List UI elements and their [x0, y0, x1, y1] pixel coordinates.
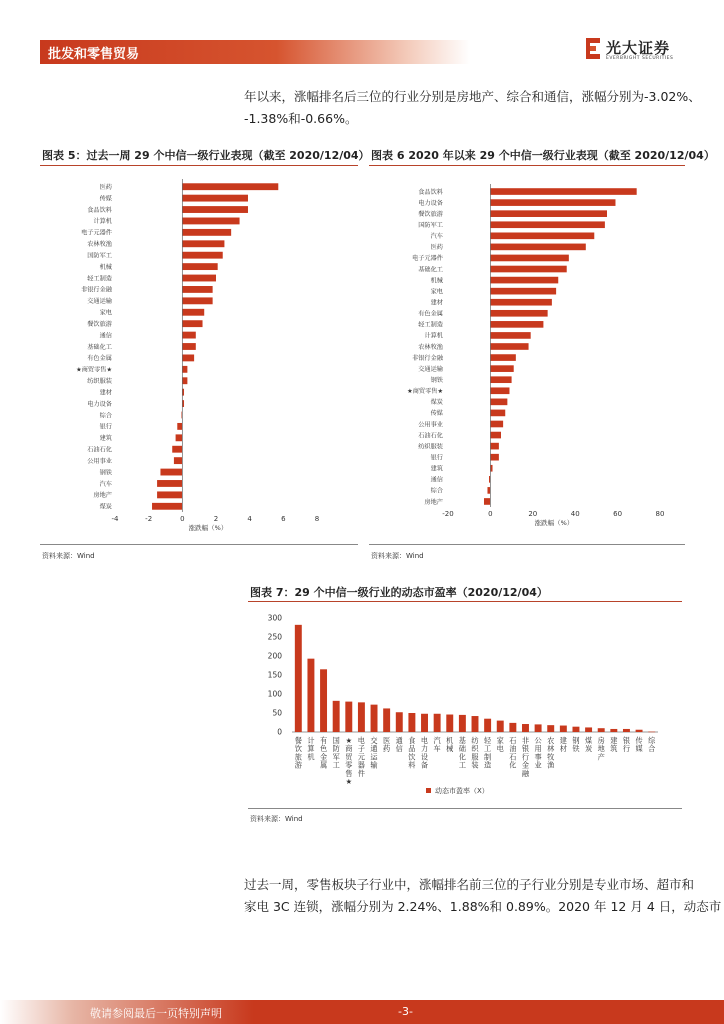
x-tick-label: 4 — [247, 515, 252, 523]
intro-line-2: -1.38%和-0.66%。 — [244, 111, 358, 126]
category-label: 餐饮旅游 — [87, 320, 112, 328]
category-label: 综合 — [99, 412, 112, 420]
category-label: 建筑 — [99, 435, 112, 443]
logo-mark-icon — [586, 38, 600, 60]
category-label: 纺织服装 — [471, 736, 479, 770]
bar — [371, 705, 378, 732]
bar — [490, 332, 530, 339]
bar — [157, 491, 182, 498]
category-label: 国防军工 — [87, 252, 112, 260]
bar — [490, 221, 604, 228]
bar — [182, 366, 187, 373]
category-label: 钢铁 — [430, 377, 443, 385]
category-label: 钢铁 — [99, 469, 112, 477]
bar — [160, 469, 182, 476]
bar — [383, 708, 390, 732]
category-label: 计算机 — [424, 332, 443, 340]
bar — [522, 724, 529, 732]
bar — [490, 255, 568, 262]
category-label: 有色金属 — [319, 736, 328, 770]
bar — [560, 726, 567, 732]
logo-text: 光大证券 — [606, 39, 671, 57]
category-label: 非银行金融 — [81, 286, 112, 294]
category-label: 综合 — [430, 487, 443, 495]
category-label: 汽车 — [99, 480, 112, 488]
bar — [182, 309, 204, 316]
intro-line-1: 年以来，涨幅排名后三位的行业分别是房地产、综合和通信，涨幅分别为-3.02%、 — [244, 89, 701, 104]
category-label: 医药 — [430, 244, 443, 252]
bar — [182, 240, 224, 247]
bar — [572, 727, 579, 732]
category-label: ★商贸零售★ — [407, 388, 443, 396]
bar — [396, 712, 403, 732]
x-tick-label: -4 — [111, 515, 119, 523]
company-logo — [586, 36, 696, 66]
bar — [459, 715, 466, 732]
bar — [490, 454, 498, 461]
figure7-top-rule — [248, 601, 682, 602]
category-label: 电力设备 — [418, 199, 443, 207]
y-tick-label: 150 — [267, 670, 282, 680]
bar — [490, 421, 503, 428]
outro-line-2: 家电 3C 连锁，涨幅分别为 2.24%、1.88%和 0.89%。2020 年 12 月 4 日，动态市 — [244, 899, 722, 914]
bar — [182, 218, 239, 225]
category-label: 计算机 — [93, 218, 112, 226]
x-tick-label: 2 — [213, 515, 219, 523]
figure7-source: 资料来源：Wind — [250, 815, 303, 823]
intro-paragraph — [244, 86, 701, 130]
bar — [636, 730, 643, 732]
figure6-bottom-rule — [369, 544, 685, 545]
category-label: 医药 — [383, 736, 391, 754]
y-tick-label: 250 — [267, 632, 282, 642]
bar — [446, 715, 453, 732]
category-label: 公用事业 — [87, 457, 112, 465]
category-label: 食品饮料 — [408, 736, 416, 770]
category-label: 通信 — [99, 332, 112, 340]
bar — [547, 725, 554, 732]
bar — [490, 288, 556, 295]
bar — [484, 719, 491, 732]
bar — [177, 423, 182, 430]
category-label: 机械 — [446, 736, 454, 754]
category-label: 公用事业 — [534, 736, 542, 770]
bar — [182, 286, 212, 293]
bar — [490, 210, 607, 217]
bar — [307, 659, 314, 732]
category-label: 建筑 — [610, 736, 618, 754]
category-label: 餐饮旅游 — [294, 736, 302, 770]
bar — [598, 728, 605, 732]
category-label: 农林牧渔 — [87, 241, 112, 249]
category-label: 轻工制造 — [87, 275, 112, 283]
category-label: 农林牧渔 — [547, 736, 555, 770]
bar — [182, 275, 216, 282]
bar — [182, 354, 194, 361]
bar — [509, 723, 516, 732]
bar — [490, 376, 511, 383]
bar — [182, 332, 195, 339]
category-label: ★商贸零售★ — [76, 366, 112, 374]
bar — [490, 299, 551, 306]
bar — [176, 434, 183, 441]
category-label: 建材 — [559, 736, 567, 754]
category-label: 国防军工 — [418, 222, 443, 230]
category-label: 建筑 — [430, 465, 443, 473]
outro-paragraph — [244, 874, 721, 918]
bar — [152, 503, 182, 510]
page-number: -3- — [398, 1005, 413, 1018]
bar — [174, 457, 182, 464]
x-axis-title: 涨跌幅（%） — [534, 519, 574, 527]
bar — [585, 727, 592, 732]
figure5-chart — [40, 168, 360, 536]
bar — [295, 625, 302, 732]
figure7-title: 图表 7：29 个中信一级行业的动态市盈率（2020/12/04） — [250, 586, 548, 599]
category-label: 基础化工 — [87, 343, 112, 351]
category-label: 交通运输 — [418, 365, 443, 373]
category-label: 国防军工 — [332, 736, 340, 770]
x-tick-label: 20 — [528, 510, 538, 518]
category-label: 传媒 — [635, 736, 643, 754]
category-label: 纺织服装 — [87, 378, 112, 386]
category-label: 餐饮旅游 — [418, 210, 443, 218]
category-label: 石油石化 — [87, 446, 112, 454]
category-label: ★商贸零售★ — [345, 736, 353, 786]
figure6-top-rule — [369, 165, 685, 166]
bar — [408, 713, 415, 732]
category-label: 银行 — [99, 423, 112, 431]
category-label: 房地产 — [424, 498, 443, 506]
bar — [320, 669, 327, 732]
figure5-bottom-rule — [40, 544, 358, 545]
bar — [182, 252, 222, 259]
category-label: 煤炭 — [430, 399, 443, 407]
category-label: 电子元器件 — [357, 736, 366, 778]
y-tick-label: 200 — [267, 651, 282, 661]
x-tick-label: 40 — [570, 510, 580, 518]
category-label: 家电 — [496, 736, 504, 754]
x-axis-title: 涨跌幅（%） — [188, 524, 228, 532]
category-label: 家电 — [430, 288, 443, 296]
category-label: 传媒 — [99, 195, 112, 203]
y-tick-label: 100 — [267, 689, 282, 699]
category-label: 石油石化 — [509, 736, 517, 770]
category-label: 交通运输 — [87, 298, 112, 306]
x-tick-label: -20 — [442, 510, 454, 518]
category-label: 交通运输 — [370, 736, 378, 770]
bar — [182, 183, 278, 190]
category-label: 综合 — [648, 736, 656, 754]
bar — [648, 732, 655, 733]
bar — [182, 377, 187, 384]
category-label: 传媒 — [430, 410, 443, 418]
x-tick-label: 60 — [613, 510, 623, 518]
category-label: 煤炭 — [99, 503, 112, 511]
bar — [434, 714, 441, 732]
bar — [358, 702, 365, 732]
category-label: 非银行金融 — [521, 736, 530, 778]
bar — [182, 297, 212, 304]
category-label: 汽车 — [430, 233, 443, 241]
bar — [490, 244, 585, 251]
category-label: 通信 — [395, 736, 403, 754]
bar — [490, 232, 594, 239]
category-label: 机械 — [99, 263, 112, 271]
bar — [157, 480, 182, 487]
category-label: 建材 — [99, 389, 112, 397]
category-label: 石油石化 — [418, 432, 443, 440]
figure5-title: 图表 5：过去一周 29 个中信一级行业表现（截至 2020/12/04） — [42, 149, 370, 162]
category-label: 食品饮料 — [418, 188, 443, 196]
bar — [182, 229, 231, 236]
bar — [497, 721, 504, 732]
category-label: 有色金属 — [87, 355, 112, 363]
bar — [182, 263, 217, 270]
category-label: 建材 — [430, 299, 443, 307]
category-label: 有色金属 — [418, 310, 443, 318]
bar — [535, 724, 542, 732]
category-label: 机械 — [430, 277, 443, 285]
bar — [490, 399, 507, 406]
category-label: 基础化工 — [418, 266, 443, 274]
figure6-title: 图表 6 2020 年以来 29 个中信一级行业表现（截至 2020/12/04） — [371, 149, 715, 162]
category-label: 房地产 — [93, 492, 112, 500]
figure6-chart — [369, 168, 687, 536]
category-label: 轻工制造 — [484, 736, 492, 770]
bar — [182, 320, 202, 327]
outro-line-1: 过去一周，零售板块子行业中，涨幅排名前三位的子行业分别是专业市场、超市和 — [244, 877, 695, 892]
category-label: 纺织服装 — [418, 443, 443, 451]
x-tick-label: 8 — [314, 515, 320, 523]
category-label: 钢铁 — [572, 736, 580, 754]
bar — [610, 729, 617, 732]
category-label: 农林牧渔 — [418, 343, 443, 351]
bar — [487, 487, 490, 494]
bar — [472, 716, 479, 732]
figure6-source: 资料来源：Wind — [371, 552, 424, 560]
bar — [490, 310, 547, 317]
bar — [623, 729, 630, 732]
figure7-bottom-rule — [248, 808, 682, 809]
bar — [484, 498, 490, 505]
bar — [333, 701, 340, 732]
y-tick-label: 300 — [267, 613, 282, 623]
category-label: 家电 — [99, 309, 112, 317]
category-label: 基础化工 — [458, 736, 466, 770]
legend-label: 动态市盈率（X） — [435, 787, 489, 795]
bar — [490, 432, 501, 439]
bar — [490, 365, 513, 372]
header-bar — [40, 40, 470, 64]
bar — [345, 702, 352, 732]
category-label: 通信 — [430, 476, 443, 484]
bar — [490, 199, 615, 206]
category-label: 计算机 — [307, 736, 315, 762]
footer-disclaimer: 敬请参阅最后一页特别声明 — [90, 1007, 222, 1020]
category-label: 房地产 — [597, 736, 605, 762]
category-label: 轻工制造 — [418, 321, 443, 329]
bar — [490, 277, 558, 284]
bar — [182, 195, 248, 202]
bar — [490, 443, 498, 450]
y-tick-label: 50 — [272, 708, 282, 718]
y-tick-label: 0 — [277, 727, 282, 737]
bar — [490, 410, 505, 417]
category-label: 电子元器件 — [412, 255, 443, 263]
figure5-top-rule — [40, 165, 358, 166]
category-label: 公用事业 — [418, 421, 443, 429]
x-tick-label: 0 — [488, 510, 493, 518]
bar — [490, 266, 566, 273]
category-label: 电力设备 — [87, 400, 112, 408]
bar — [490, 387, 509, 394]
section-title: 批发和零售贸易 — [48, 47, 140, 62]
x-tick-label: 80 — [655, 510, 665, 518]
x-tick-label: 6 — [281, 515, 286, 523]
x-tick-label: 0 — [180, 515, 185, 523]
bar — [182, 206, 248, 213]
category-label: 汽车 — [433, 736, 441, 754]
logo-subtitle: EVERBRIGHT SECURITIES — [606, 56, 674, 61]
bar — [421, 714, 428, 732]
bar — [490, 321, 543, 328]
bar — [490, 354, 515, 361]
category-label: 煤炭 — [584, 736, 593, 754]
figure5-source: 资料来源：Wind — [42, 552, 95, 560]
category-label: 医药 — [99, 184, 112, 192]
x-tick-label: -2 — [145, 515, 153, 523]
category-label: 银行 — [622, 736, 631, 754]
category-label: 非银行金融 — [412, 354, 443, 362]
category-label: 电子元器件 — [81, 229, 112, 237]
bar — [490, 343, 528, 350]
figure7-chart — [248, 604, 684, 804]
bar — [172, 446, 182, 453]
category-label: 银行 — [430, 454, 443, 462]
category-label: 食品饮料 — [87, 206, 112, 214]
category-label: 电力设备 — [420, 736, 429, 770]
bar — [182, 343, 195, 350]
legend-swatch — [426, 788, 431, 793]
bar — [490, 188, 636, 195]
